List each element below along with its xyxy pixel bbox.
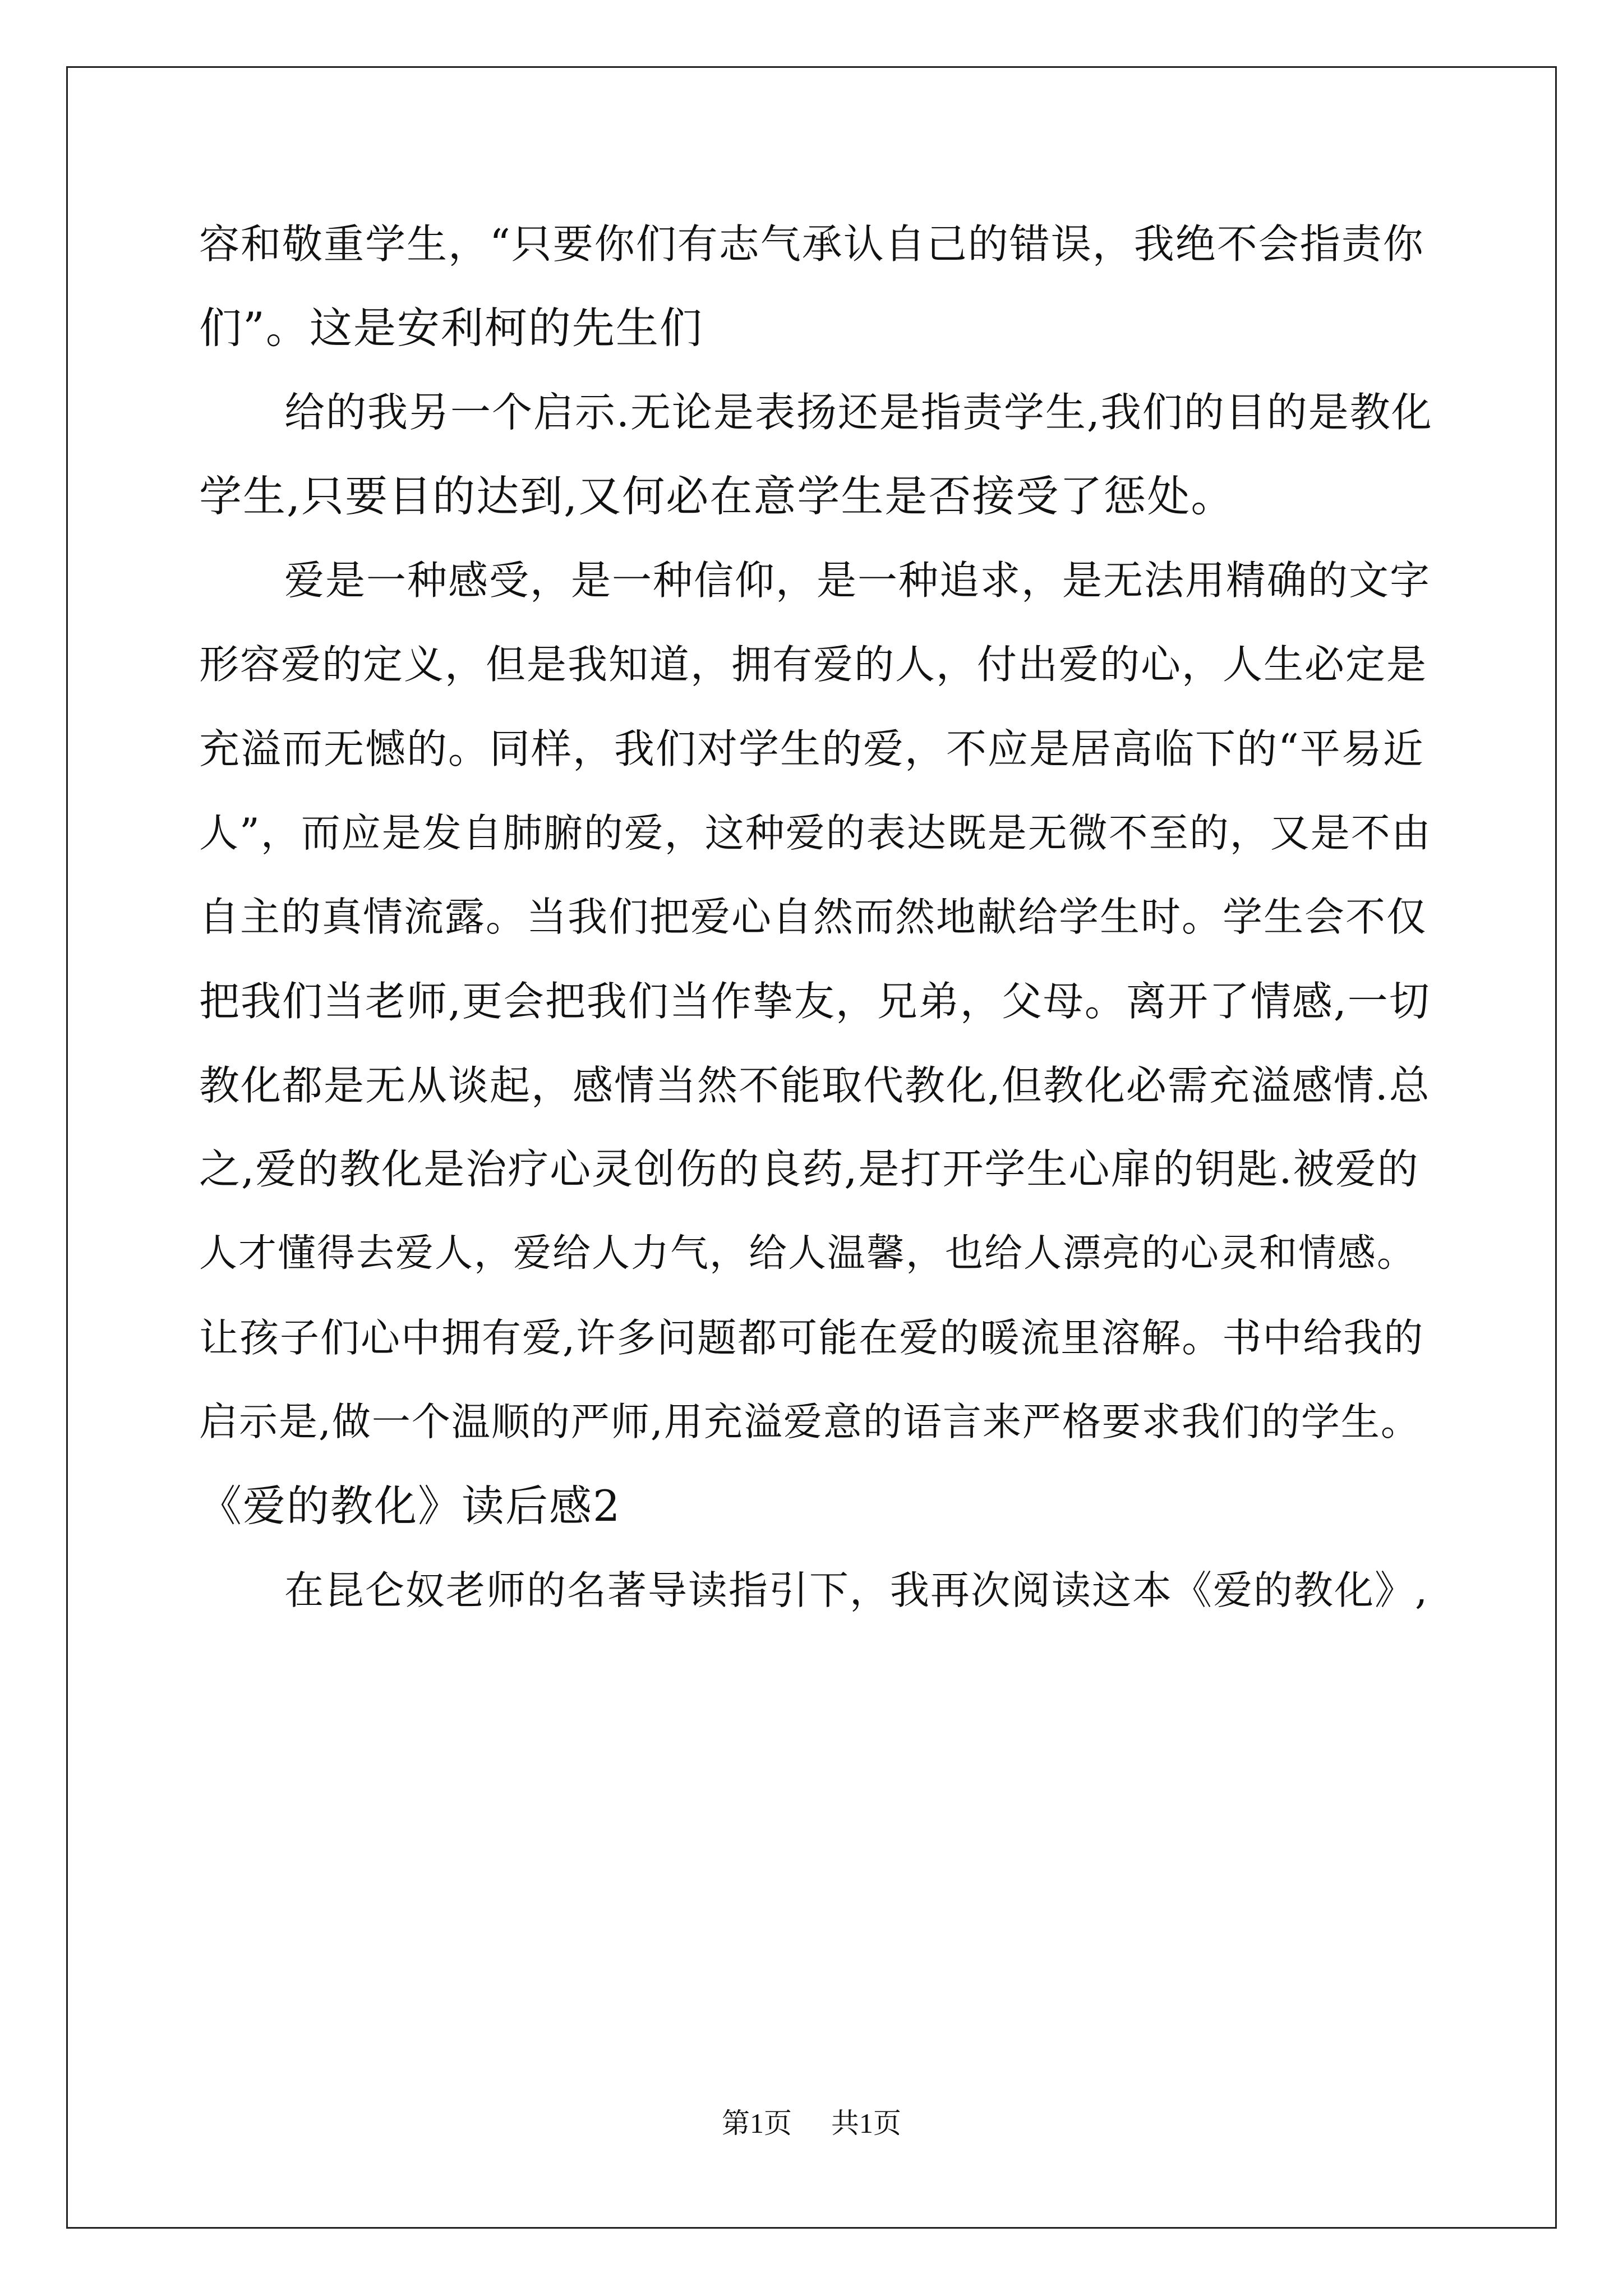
text-line: 启示是,做一个温顺的严师,用充溢爱意的语言来严格要求我们的学生。: [199, 1400, 1421, 1444]
page-number-total: 共1页: [831, 2108, 901, 2139]
text-line: 学生,只要目的达到,又何必在意学生是否接受了惩处。: [199, 471, 1235, 521]
text-line: 自主的真情流露。当我们把爱心自然而然地献给学生时。学生会不仅: [199, 894, 1428, 940]
text-line: 教化都是无从谈起，感情当然不能取代教化,但教化必需充溢感情.总: [199, 1062, 1431, 1109]
text-line: 充溢而无憾的。同样，我们对学生的爱，不应是居高临下的“平易近: [199, 725, 1424, 772]
text-line: 在昆仑奴老师的名著导读指引下，我再次阅读这本《爱的教化》,: [284, 1567, 1429, 1613]
text-line: 们”。这是安利柯的先生们: [199, 303, 703, 353]
text-line: 把我们当老师,更会把我们当作挚友，兄弟，父母。离开了情感,一切: [199, 978, 1431, 1025]
document-body: [199, 202, 1433, 1632]
text-line: 之,爱的教化是治疗心灵创伤的良药,是打开学生心扉的钥匙.被爱的: [199, 1145, 1419, 1193]
text-line: 容和敬重学生，“只要你们有志气承认自己的错误，我绝不会指责你: [199, 220, 1424, 268]
text-line: 给的我另一个启示.无论是表扬还是指责学生,我们的目的是教化: [284, 389, 1433, 436]
text-line: 形容爱的定义，但是我知道，拥有爱的人，付出爱的心，人生必定是: [199, 641, 1428, 688]
text-line: 人”，而应是发自肺腑的爱，这种爱的表达既是无微不至的，又是不由: [199, 810, 1432, 856]
page-number-current: 第1页: [722, 2108, 792, 2139]
page-footer: [0, 2106, 1623, 2140]
text-line: 人才懂得去爱人，爱给人力气，给人温馨，也给人漂亮的心灵和情感。: [199, 1231, 1417, 1276]
text-line: 爱是一种感受，是一种信仰，是一种追求，是无法用精确的文字: [284, 557, 1431, 604]
text-line: 让孩子们心中拥有爱,许多问题都可能在爱的暖流里溶解。书中给我的: [199, 1315, 1424, 1361]
section-heading: 《爱的教化》读后感2: [199, 1481, 621, 1531]
